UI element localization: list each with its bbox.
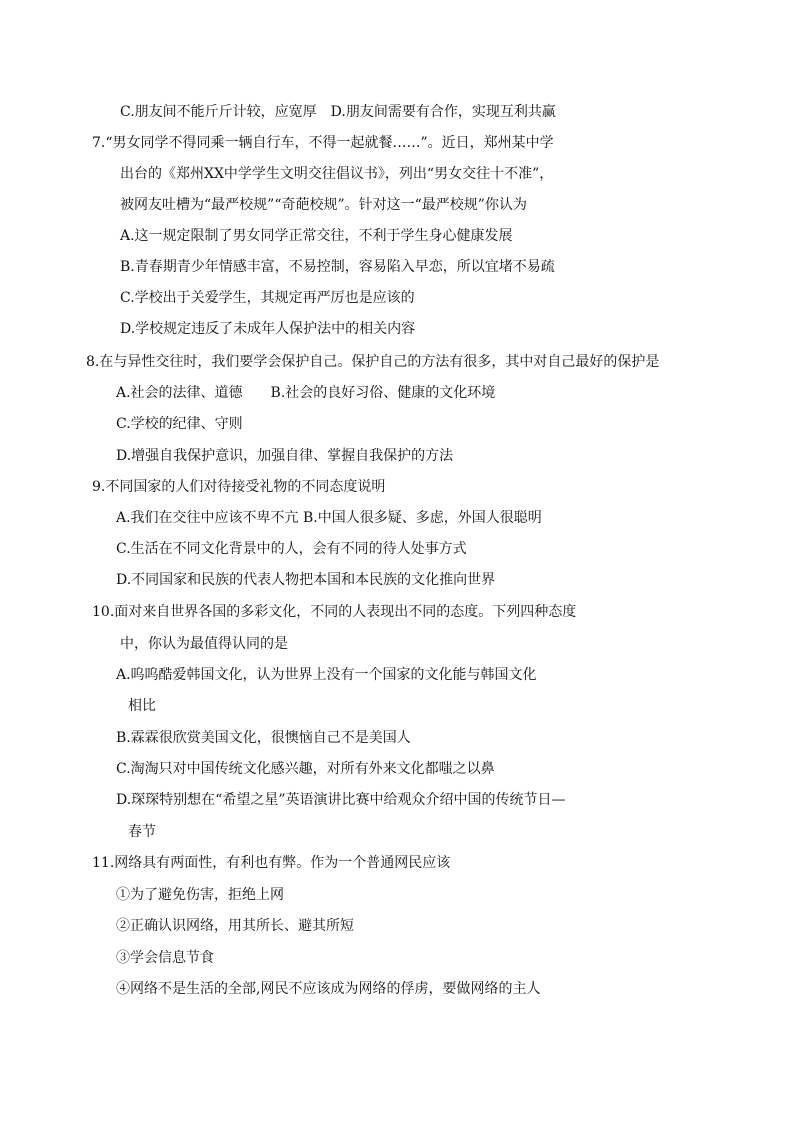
option-7-c: C.学校出于关爱学生，其规定再严厉也是应该的 — [120, 290, 415, 306]
option-10-d-cont: 春节 — [128, 824, 156, 840]
option-10-a: A.呜呜酷爱韩国文化，认为世界上没有一个国家的文化能与韩国文化 — [116, 667, 537, 683]
question-7-stem-3: 被网友吐槽为“最严校规”“奇葩校规”。针对这一“最严校规”你认为 — [120, 197, 527, 213]
option-8-ab: A.社会的法律、道德 B.社会的良好习俗、健康的文化环境 — [116, 385, 496, 401]
option-10-a-cont: 相比 — [128, 698, 156, 714]
option-10-b: B.霖霖很欣赏美国文化，很懊恼自己不是美国人 — [116, 730, 411, 746]
option-6-cd: C.朋友间不能斤斤计较，应宽厚 D.朋友间需要有合作，实现互利共赢 — [120, 104, 556, 120]
statement-11-3: ③学会信息节食 — [116, 950, 214, 966]
option-10-d: D.琛琛特别想在“希望之星”英语演讲比赛中给观众介绍中国的传统节日— — [116, 792, 566, 808]
question-10-stem-2: 中，你认为最值得认同的是 — [120, 636, 288, 652]
statement-11-4: ④网络不是生活的全部,网民不应该成为网络的俘虏，要做网络的主人 — [116, 981, 541, 997]
question-11-stem: 11.网络具有两面性，有利也有弊。作为一个普通网民应该 — [92, 855, 451, 871]
statement-11-1: ①为了避免伤害，拒绝上网 — [116, 887, 284, 903]
option-8-c: C.学校的纪律、守则 — [116, 416, 243, 432]
option-7-a: A.这一规定限制了男女同学正常交往，不利于学生身心健康发展 — [120, 228, 513, 244]
question-7-stem-2: 出台的《郑州XX中学学生文明交往倡议书》，列出“男女交往十不准”， — [120, 166, 554, 182]
option-9-d: D.不同国家和民族的代表人物把本国和本民族的文化推向世界 — [116, 572, 496, 588]
question-7-stem: 7.“男女同学不得同乘一辆自行车，不得一起就餐……”。近日，郑州某中学 — [92, 135, 554, 151]
question-8-stem: 8.在与异性交往时，我们要学会保护自己。保护自己的方法有很多，其中对自己最好的保护是 — [86, 354, 660, 370]
option-7-d: D.学校规定违反了未成年人保护法中的相关内容 — [120, 321, 416, 337]
option-7-b: B.青春期青少年情感丰富，不易控制，容易陷入早恋，所以宜堵不易疏 — [120, 259, 555, 275]
question-10-stem: 10.面对来自世界各国的多彩文化，不同的人表现出不同的态度。下列四种态度 — [92, 604, 577, 620]
question-9-stem: 9.不同国家的人们对待接受礼物的不同态度说明 — [92, 479, 386, 495]
option-9-c: C.生活在不同文化背景中的人，会有不同的待人处事方式 — [116, 541, 467, 557]
option-10-c: C.淘淘只对中国传统文化感兴趣，对所有外来文化都嗤之以鼻 — [116, 761, 495, 777]
option-8-d: D.增强自我保护意识，加强自律、掌握自我保护的方法 — [116, 448, 454, 464]
statement-11-2: ②正确认识网络，用其所长、避其所短 — [116, 918, 354, 934]
option-9-ab: A.我们在交往中应该不卑不亢 B.中国人很多疑、多虑，外国人很聪明 — [116, 510, 542, 526]
